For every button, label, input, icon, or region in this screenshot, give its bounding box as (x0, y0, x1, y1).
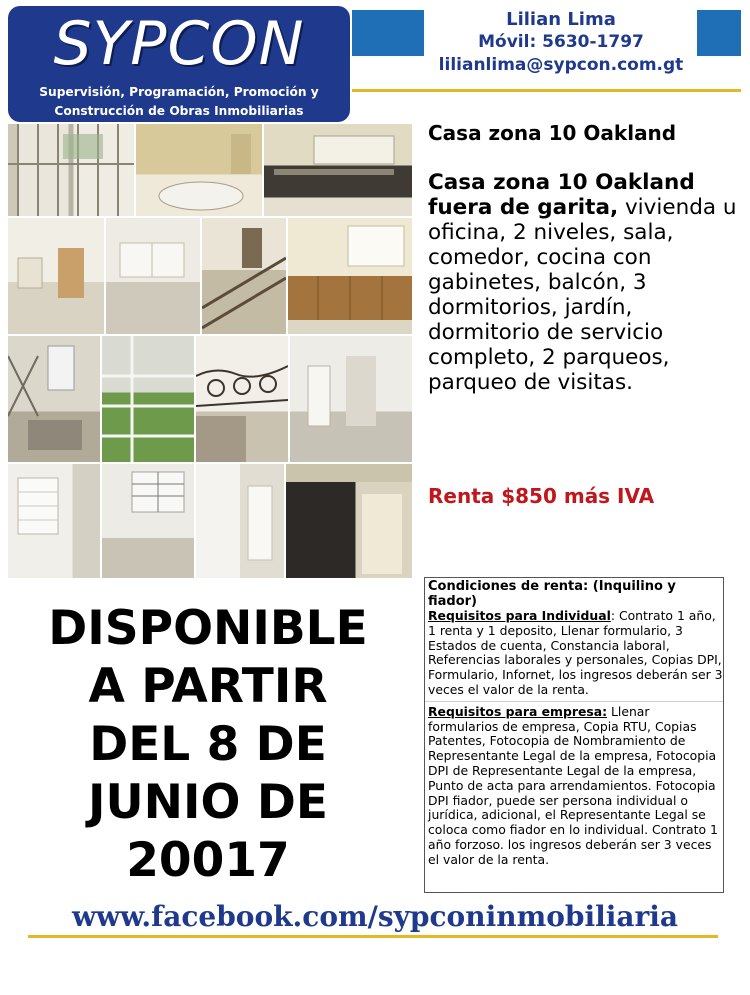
listing-description (428, 118, 746, 395)
header-divider (352, 89, 741, 92)
availability-line-5: 20017 (126, 833, 290, 888)
window-grille-photo (8, 124, 134, 216)
bedroom-window-photo (8, 464, 100, 578)
individual-requirements-label: Requisitos para Individual (428, 608, 611, 623)
rental-conditions-box (424, 577, 724, 893)
bedroom-photo (102, 464, 194, 578)
stairway-photo (202, 218, 286, 334)
contact-phone[interactable]: Móvil: 5630-1797 (478, 32, 644, 52)
footer-divider (28, 935, 718, 938)
water-heater-photo (8, 336, 100, 462)
availability-line-4: JUNIO DE (88, 775, 328, 830)
logo-tagline-1: Supervisión, Programación, Promoción y (39, 85, 319, 99)
listing-headline: Casa zona 10 Oakland fuera de garita, (428, 170, 695, 220)
header-accent-left (352, 10, 424, 56)
logo-tagline-2: Construcción de Obras Inmobiliarias (54, 104, 304, 118)
facebook-url[interactable]: www.facebook.com/sypconinmobiliaria (71, 900, 679, 933)
availability-line-1: DISPONIBLE (48, 601, 368, 656)
individual-requirements (428, 609, 723, 698)
header-accent-right (697, 10, 741, 56)
sypcon-logo (8, 6, 350, 122)
availability-notice (8, 600, 408, 890)
company-requirements (428, 705, 723, 868)
contact-name: Lilian Lima (506, 9, 616, 30)
kitchen-cabinets-photo (288, 218, 412, 334)
company-requirements-label: Requisitos para empresa: (428, 703, 608, 719)
conditions-title: Condiciones de renta: (Inquilino y fiador) (428, 579, 676, 609)
company-requirements-text: Llenar formularios de empresa, Copia RTU, Copias Patentes, Fotocopia de Nombramiento de Representante Legal de la empresa, Fotocopia DPI de Representante Legal de la empresa, Punto de acta para arrendamientos. Fotocopia DPI fiador, puede ser persona individual o jurídica, adicional, el Representante Legal se coloca como fiador en lo individual. Contrato 1 año forzoso. los ingresos deberán ser 3 veces el valor de la renta. (428, 703, 718, 867)
staircase-railing-photo (196, 336, 288, 462)
availability-line-3: DEL 8 DE (89, 717, 327, 772)
living-room-photo (8, 218, 104, 334)
availability-line-2: A PARTIR (88, 659, 328, 714)
conditions-divider (425, 701, 723, 702)
photo-collage (8, 124, 412, 578)
individual-requirements-text: : Contrato 1 año, 1 renta y 1 deposito, Llenar formulario, 3 Estados de cuenta, Constancia laboral, Referencias laborales y personales, Copias DPI, Formulario, Infornet, los ingresos deberán ser 3 veces el valor de la renta. (428, 608, 723, 697)
listing-title: Casa zona 10 Oakland (428, 121, 677, 145)
white-room-photo (196, 464, 284, 578)
garden-window-photo (102, 336, 194, 462)
kitchen-counter-photo (264, 124, 412, 216)
contact-email[interactable]: lilianlima@sypcon.com.gt (438, 55, 684, 75)
logo-name: SYPCON (53, 9, 305, 79)
listing-features: vivienda u oficina, 2 niveles, sala, comedor, cocina con gabinetes, balcón, 3 dormitorios, jardín, dormitorio de servicio completo, 2 parqueos, parqueo de visitas. (428, 195, 737, 395)
hallway-photo (290, 336, 412, 462)
empty-room-photo (106, 218, 200, 334)
listing-body (428, 170, 746, 395)
contact-block (426, 8, 696, 77)
bathroom-photo (136, 124, 262, 216)
rent-price: Renta $850 más IVA (428, 484, 655, 508)
dark-garage-photo (286, 464, 412, 578)
